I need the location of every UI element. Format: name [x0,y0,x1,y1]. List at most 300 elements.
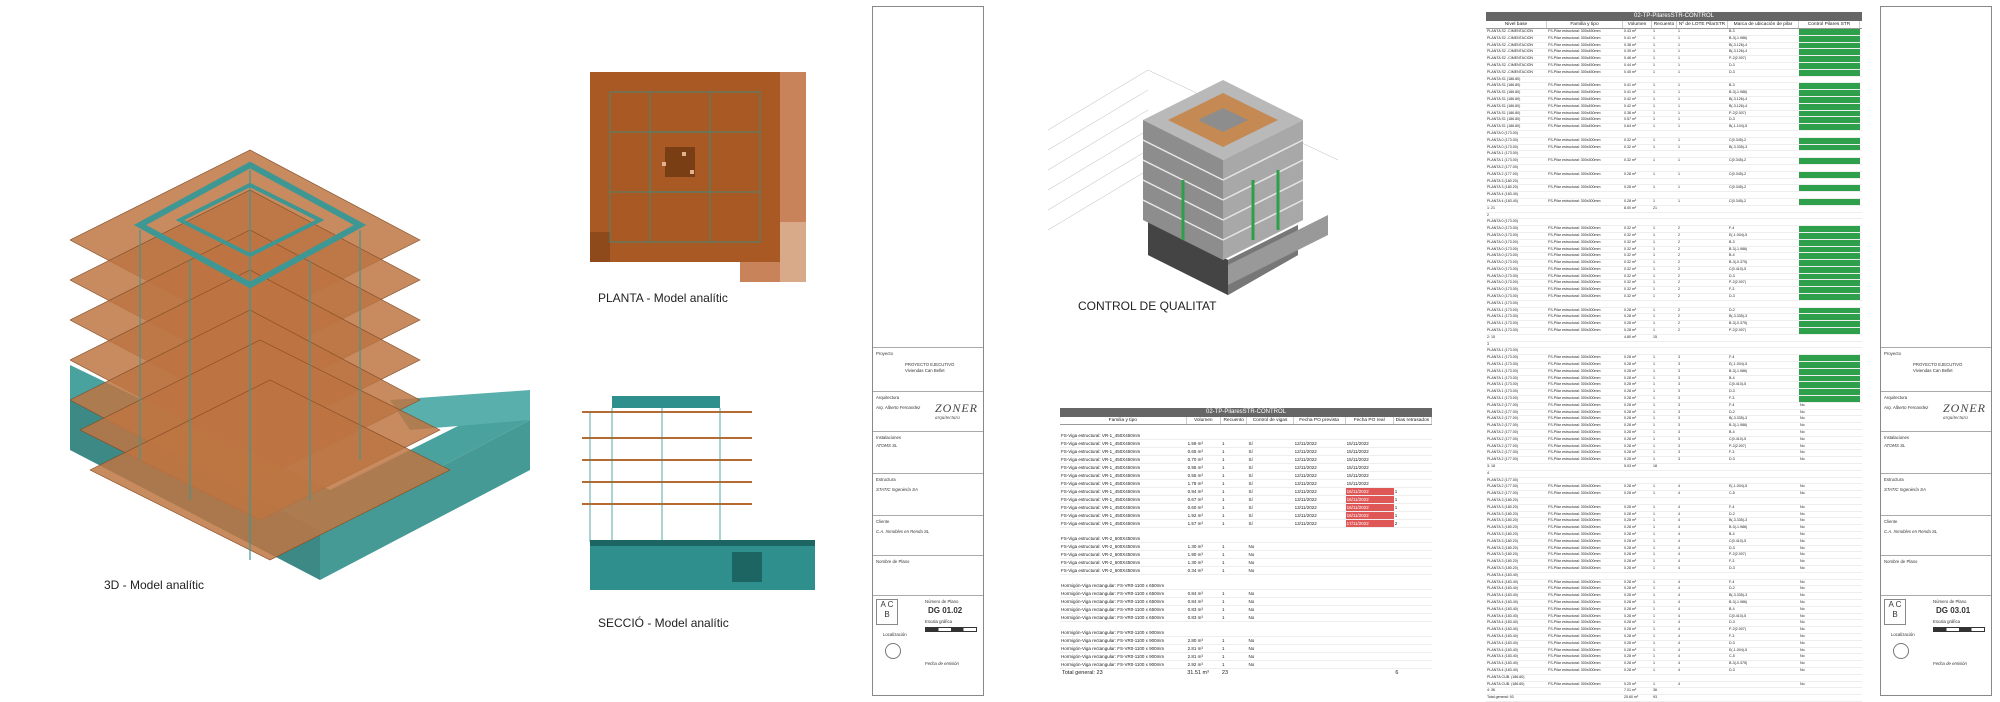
pillar-cell: 1 [1678,42,1680,47]
beam-table-row [1060,598,1432,606]
pillar-cell: FS-Pilar estructural: 300x300mm [1548,545,1601,550]
pillar-control-ok-cell [1799,104,1860,110]
pillar-cell: PLANTA 3 (180.20) [1487,178,1518,183]
pillar-cell: PLANTA 1 (173.00) [1487,389,1518,394]
pillar-cell: FS-Pilar estructural: 300x300mm [1548,246,1601,251]
pillar-cell: PLANTA 1 (173.00) [1487,375,1518,380]
beam-cell [1294,614,1346,621]
beam-cell: Sí [1248,441,1253,446]
beam-cell: Sí [1248,505,1253,510]
pillar-cell: No [1800,518,1805,523]
pillar-table-row [1486,172,1862,179]
pillar-control-ok-cell [1799,56,1860,62]
section-label: SECCIÓ - Model analític [598,616,729,630]
beam-cell: 12/11/2022 [1294,441,1317,446]
pillar-cell: 2 [1678,307,1680,312]
pillar-cell: 2 [1678,253,1680,258]
beam-cell: 1 [1221,513,1225,518]
stamp-letter-c: C [887,600,894,609]
pillar-table-row [1486,199,1862,206]
pillar-cell [1728,695,1799,701]
pillar-cell: PLANTA S1 (186.80) [1487,117,1521,122]
pillar-control-ok-cell [1799,389,1860,395]
beam-cell [1346,661,1394,668]
pillar-header-cell: Marca de ubicación de pilar [1728,21,1799,28]
beam-table-row [1060,614,1432,622]
pillar-cell: 1 [1653,287,1655,292]
pillar-cell: 3 [1678,402,1680,407]
stamp-letter-b: B [884,610,890,619]
pillar-cell: 0.28 m³ [1624,436,1637,441]
pillar-cell: 4 [1678,545,1680,550]
pillar-cell [1728,573,1799,579]
beam-cell [1346,629,1394,636]
tb-fecha-label: Fecha de emisión [1933,661,1967,666]
pillar-cell: 4 [1678,586,1680,591]
pillar-cell: PLANTA S2 -CIMENTACIÓN [1487,69,1533,74]
pillar-cell: 1 [1678,96,1680,101]
tb-plano-number: DG 01.02 [928,606,963,615]
pillar-cell: No [1800,599,1805,604]
pillar-cell: 2: 15 [1487,334,1495,339]
pillar-control-ok-cell [1799,247,1860,253]
beam-cell: 1.30 m³ [1187,560,1203,565]
pillar-cell [1547,573,1623,579]
pillar-cell [1677,478,1728,484]
beam-table-row [1060,480,1432,488]
pillar-cell: 0.32 m³ [1624,246,1637,251]
pillar-cell: FS-Pilar estructural: 300x300mm [1548,552,1601,557]
pillar-cell: 2 [1678,232,1680,237]
pillar-cell: FS-Pilar estructural: 300x300mm [1548,450,1601,455]
beam-cell [1394,590,1432,597]
beam-table-row [1060,432,1432,440]
pillar-cell: 0.43 m³ [1624,29,1637,33]
beam-cell: 1 [1221,544,1225,549]
pillar-cell: PLANTA 0 (173.00) [1487,219,1518,224]
pillar-cell: 1 [1653,627,1655,632]
pillar-cell: PLANTA 3 (180.20) [1487,538,1518,543]
pillar-cell: FS-Pilar estructural: 300x450mm [1548,35,1601,40]
beam-total-cell [1293,669,1345,677]
pillar-cell: 1 [1653,586,1655,591]
pillar-cell: PLANTA 4 (183.40) [1487,633,1518,638]
pillar-cell: 2 [1678,260,1680,265]
pillar-cell [1799,695,1860,701]
pillar-cell: D-3 [1729,667,1735,672]
beam-cell: 12/11/2022 [1294,457,1317,462]
pillar-cell: 1 [1653,62,1655,67]
pillar-cell: 1 [1653,185,1655,190]
pillar-cell: No [1800,538,1805,543]
pillar-cell [1799,464,1860,470]
beam-cell: 1 [1221,568,1225,573]
pillar-cell: 1 [1678,90,1680,95]
pillar-table-row [1486,36,1862,43]
beam-cell: 2.81 m³ [1187,654,1203,659]
pillar-cell: 1 [1653,96,1655,101]
beam-cell: Hormigón-Viga rectangular: FS-VR0-1100 x 650mm [1061,599,1165,604]
pillar-cell: FS-Pilar estructural: 300x300mm [1548,484,1601,489]
pillar-cell: 1 [1678,49,1680,54]
beam-cell: 13/11/2022 [1294,489,1317,494]
pillar-cell [1799,342,1860,348]
pillar-cell: PLANTA 1 (173.00) [1487,300,1518,305]
pillar-cell: PLANTA 4 (183.40) [1487,606,1518,611]
beam-table-row [1060,488,1432,496]
pillar-cell: F-4 [1729,402,1735,407]
beam-header-cell: Dias retrasados [1394,417,1432,424]
pillar-cell: C(0.345)-2 [1729,158,1747,163]
beam-cell [1394,432,1432,439]
pillar-table-row [1486,437,1862,444]
beam-header-cell: Recuento [1221,417,1248,424]
scale-bar [925,627,977,632]
pillar-cell: FS-Pilar estructural: 300x300mm [1548,647,1601,652]
pillar-table-row [1486,539,1862,546]
tb-estructura-value: STATIC Ingeniería SA [1884,487,1926,492]
pillar-cell: No [1800,409,1805,414]
pillar-cell: FS-Pilar estructural: 300x300mm [1548,396,1601,401]
beam-table-row [1060,472,1432,480]
pillar-cell: 3 [1678,396,1680,401]
pillar-cell: 1 [1653,382,1655,387]
pillar-cell: 1 [1653,355,1655,360]
beam-cell [1346,567,1394,574]
pillar-table-row [1486,484,1862,491]
beam-cell: 1 [1394,513,1398,518]
pillar-cell: 0.32 m³ [1624,144,1637,149]
pillar-cell: 0.28 m³ [1624,362,1637,367]
pillar-cell [1623,77,1652,83]
pillar-cell: 0.28 m³ [1624,389,1637,394]
pillar-cell: 1 [1653,273,1655,278]
pillar-cell: PLANTA 0 (173.00) [1487,294,1518,299]
pillar-control-ok-cell [1799,36,1860,42]
pillar-cell [1623,471,1652,477]
pillar-cell: No [1800,552,1805,557]
pillar-table-row [1486,342,1862,349]
pillar-cell [1728,348,1799,354]
pillar-cell [1728,131,1799,137]
pillar-cell: B-4 [1729,606,1735,611]
pillar-cell: PLANTA 0 (173.00) [1487,144,1518,149]
pillar-cell [1728,688,1799,694]
pillar-cell: 1 [1653,124,1655,129]
pillar-cell [1623,675,1652,681]
tb-nombre-plano-label: Nombre de Plano [876,559,910,564]
pillar-cell: 1 [1653,436,1655,441]
pillar-cell: PLANTA 1 (173.00) [1487,396,1518,401]
zoner-logo [1943,401,1986,421]
pillar-cell: B-3(-0.375) [1729,661,1748,666]
pillar-cell: 2 [1678,273,1680,278]
pillar-cell: 0.32 m³ [1624,253,1637,258]
pillar-control-ok-cell [1799,308,1860,314]
pillar-cell [1728,675,1799,681]
pillar-cell: PLANTA S2 -CIMENTACIÓN [1487,42,1533,47]
beam-cell: 1 [1221,481,1225,486]
pillar-cell: B(-3.126)-4 [1729,42,1748,47]
pillar-cell: C(0.345)-2 [1729,171,1747,176]
beam-cell: Sí [1248,481,1253,486]
pillar-cell: FS-Pilar estructural: 300x450mm [1548,42,1601,47]
pillar-control-ok-cell [1799,111,1860,117]
beam-table-row [1060,567,1432,575]
pillar-cell: No [1800,620,1805,625]
beam-cell [1187,535,1221,542]
pillar-cell: No [1800,423,1805,428]
pillar-table-row [1486,90,1862,97]
pillar-cell: FS-Pilar estructural: 300x300mm [1548,423,1601,428]
pillar-cell [1652,192,1677,198]
tb-plano-number-label: Número de Plano [925,599,959,604]
pillar-table-row [1486,688,1862,695]
pillar-cell [1652,573,1677,579]
beam-cell: 0.55 m³ [1187,473,1203,478]
compass-icon [885,643,901,659]
stamp-box [1884,599,1906,625]
pillar-table-row [1486,668,1862,675]
pillar-control-ok-cell [1799,274,1860,280]
beam-cell [1346,606,1394,613]
pillar-cell: 0.28 m³ [1624,321,1637,326]
pillar-cell: D-3 [1729,69,1735,74]
pillar-cell: 1 [1653,69,1655,74]
pillar-table-row [1486,546,1862,553]
beam-cell: 12/11/2022 [1294,465,1317,470]
pillar-cell [1728,478,1799,484]
beam-table-row [1060,440,1432,448]
pillar-table-row [1486,138,1862,145]
pillar-cell [1677,342,1728,348]
pillar-cell: 0.28 m³ [1624,328,1637,333]
beam-cell: FS-Viga estructural: VR-1_450X450mm [1061,481,1141,486]
beam-cell: 15/11/2022 [1346,481,1369,486]
pillar-cell: No [1800,443,1805,448]
pillar-cell: 0.28 m³ [1624,647,1637,652]
pillar-cell [1728,165,1799,171]
beam-cell: 0.94 m³ [1187,489,1203,494]
pillar-table-row [1486,294,1862,301]
pillar-cell: 2 [1678,280,1680,285]
pillar-cell [1652,498,1677,504]
pillar-cell: 1 [1653,430,1655,435]
pillar-cell: C(0.410)-5 [1729,266,1747,271]
pillar-table-row [1486,301,1862,308]
pillar-cell: 1 [1678,124,1680,129]
beam-cell: No [1248,568,1255,573]
pillar-cell: 0.28 m³ [1624,416,1637,421]
pillar-cell: B-4 [1729,375,1735,380]
pillar-cell: No [1800,545,1805,550]
beam-cell [1346,559,1394,566]
pillar-cell: PLANTA 0 (173.00) [1487,232,1518,237]
pillar-cell: FS-Pilar estructural: 300x300mm [1548,511,1601,516]
pillar-cell [1799,498,1860,504]
beam-cell [1346,645,1394,652]
beam-cell: 1 [1221,441,1225,446]
pillar-table-row [1486,648,1862,655]
pillar-cell: 3 [1678,450,1680,455]
pillar-cell [1652,165,1677,171]
pillar-table-row [1486,423,1862,430]
tb-escala-label: Escala gráfica [1933,619,1960,624]
pillar-cell: 0.28 m³ [1624,565,1637,570]
beam-cell: 1 [1394,489,1398,494]
logo-sub: arquitectura [1943,416,1968,421]
beam-cell: 16/11/2022 [1346,496,1394,503]
pillar-cell: F-4 [1729,504,1735,509]
pillar-cell: D-3 [1729,545,1735,550]
beam-cell: No [1248,654,1255,659]
pillar-cell: P-2(2.007) [1729,110,1746,115]
pillar-cell: B(-3.335)-3 [1729,144,1748,149]
beam-cell [1394,464,1432,471]
pillar-cell: FS-Pilar estructural: 300x300mm [1548,226,1601,231]
pillar-cell: 1 [1653,362,1655,367]
pillar-cell: 1 [1653,144,1655,149]
title-block [872,6,984,696]
pillar-cell: No [1800,586,1805,591]
pillar-cell: 3 [1678,382,1680,387]
tb-cliente-label: Cliente [876,519,890,524]
pillar-cell: 0.32 m³ [1624,266,1637,271]
pillar-cell: 1 [1678,185,1680,190]
pillar-cell: 1 [1653,83,1655,88]
pillar-cell: PLANTA 4 (183.40) [1487,579,1518,584]
pillar-cell: 1 [1653,613,1655,618]
beam-cell: 1 [1394,505,1398,510]
pillar-table-row [1486,580,1862,587]
pillar-cell: 1 [1653,117,1655,122]
pillar-cell: PLANTA 4 (183.40) [1487,647,1518,652]
pillar-cell: PLANTA 1 (173.00) [1487,362,1518,367]
tb-escala-label: Escala gráfica [925,619,952,624]
pillar-cell: No [1800,640,1805,645]
pillar-cell: PLANTA 3 (180.20) [1487,552,1518,557]
pillar-cell: FS-Pilar estructural: 300x300mm [1548,368,1601,373]
beam-table-row [1060,504,1432,512]
beam-cell [1394,543,1432,550]
tb-fecha-label: Fecha de emisión [925,661,959,666]
pillar-cell: 0.44 m³ [1624,62,1637,67]
beam-cell: 15/11/2022 [1346,441,1369,446]
pillar-cell: 0.28 m³ [1624,531,1637,536]
beam-cell: Sí [1248,513,1253,518]
pillar-cell: 0.32 m³ [1624,294,1637,299]
pillar-cell: 0.28 m³ [1624,491,1637,496]
pillar-cell [1652,151,1677,157]
pillar-cell [1652,219,1677,225]
beam-cell: 1.57 m³ [1187,521,1203,526]
pillar-control-ok-cell [1799,83,1860,89]
pillar-cell: 0.28 m³ [1624,402,1637,407]
pillar-cell: 1 [1653,90,1655,95]
pillar-cell: D-2 [1729,409,1735,414]
pillar-cell [1652,675,1677,681]
pillar-cell: 1 [1653,545,1655,550]
pillar-cell: 1 [1678,35,1680,40]
pillar-cell: PLANTA 2 (177.00) [1487,491,1518,496]
pillar-cell: PLANTA S2 -CIMENTACIÓN [1487,35,1533,40]
beam-cell: FS-Viga estructural: VR-1_450X450mm [1061,489,1141,494]
pillar-cell: 1 [1653,599,1655,604]
pillar-cell: FS-Pilar estructural: 300x300mm [1548,640,1601,645]
beam-cell: No [1248,560,1255,565]
pillar-cell: 4 [1678,531,1680,536]
pillar-cell [1677,498,1728,504]
pillar-cell: 0.28 m³ [1624,599,1637,604]
beam-cell: 1 [1221,560,1225,565]
pillar-cell: 1 [1653,375,1655,380]
pillar-cell: 3 [1678,430,1680,435]
beam-cell [1221,535,1248,542]
pillar-cell: No [1800,661,1805,666]
tb-instalaciones-value: ATOMS SL [876,443,898,448]
pillar-table-row [1486,29,1862,36]
pillar-cell [1799,165,1860,171]
pillar-table-row [1486,552,1862,559]
pillar-cell: F-4 [1729,579,1735,584]
pillar-control-ok-cell [1799,314,1860,320]
pillar-cell: FS-Pilar estructural: 300x300mm [1548,328,1601,333]
title-block [1880,6,1992,696]
pillar-cell: 1 [1653,552,1655,557]
pillar-cell: PLANTA 3 (180.20) [1487,531,1518,536]
pillar-table-title: 02-TP-PilaresSTR-CONTROL [1486,12,1862,21]
tb-plano-number-label: Número de Plano [1933,599,1967,604]
pillar-cell: 1 [1653,239,1655,244]
pillar-cell: B(-1.104)-5 [1729,124,1748,129]
pillar-cell: 4 [1678,593,1680,598]
pillar-cell: 1 [1653,246,1655,251]
pillar-cell: 1 [1653,667,1655,672]
pillar-cell: 3 [1678,362,1680,367]
pillar-cell: C(0.410)-5 [1729,382,1747,387]
pillar-cell: PLANTA 3 (180.20) [1487,525,1518,530]
pillar-cell [1677,301,1728,307]
beam-cell: Sí [1248,497,1253,502]
pillar-cell [1547,471,1623,477]
pillar-cell [1799,213,1860,219]
pillar-cell: 0.32 m³ [1624,273,1637,278]
pillar-table-row [1486,586,1862,593]
pillar-cell: No [1800,430,1805,435]
beam-total-cell [1345,669,1393,677]
pillar-cell: PLANTA CUB. (186.60) [1487,681,1525,686]
pillar-cell: B-3(-1.986) [1729,35,1748,40]
pillar-cell [1728,335,1799,341]
pillar-cell [1547,179,1623,185]
pillar-cell: FS-Pilar estructural: 300x300mm [1548,409,1601,414]
pillar-table-row [1486,63,1862,70]
pillar-cell: 0.32 m³ [1624,239,1637,244]
beam-header-cell: Fecha PO real [1346,417,1394,424]
beam-cell: 1 [1221,521,1225,526]
pillar-cell: FS-Pilar estructural: 300x300mm [1548,654,1601,659]
pillar-cell: B(-3.335)-3 [1729,416,1748,421]
pillar-cell: 2 [1678,246,1680,251]
pillar-cell: E(-1.004)-5 [1729,484,1748,489]
pillar-cell [1677,77,1728,83]
pillar-cell: D-2 [1729,307,1735,312]
pillar-cell: 4 [1678,647,1680,652]
pillar-cell: 0.28 m³ [1624,640,1637,645]
pillar-cell: 8.00 m³ [1624,205,1637,210]
pillar-cell: 1 [1653,518,1655,523]
beam-cell: 1 [1221,552,1225,557]
